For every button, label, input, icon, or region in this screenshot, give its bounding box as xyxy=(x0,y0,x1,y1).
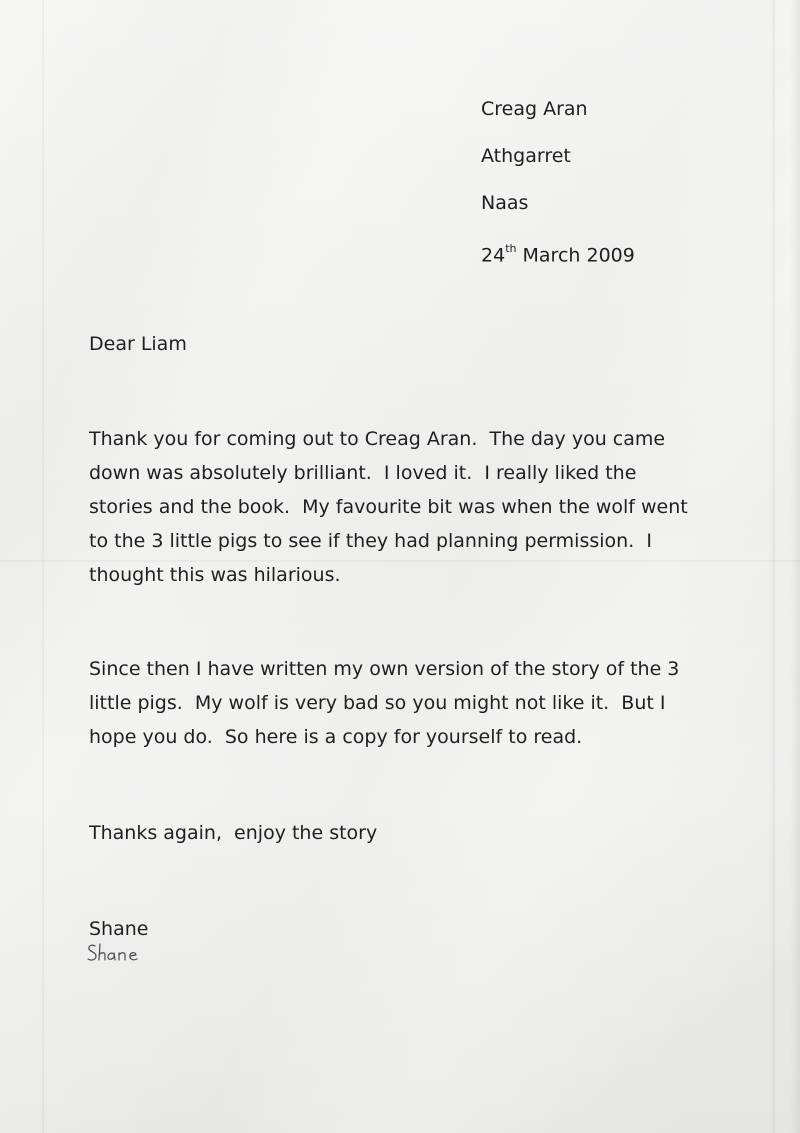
address-line-1: Creag Aran xyxy=(481,98,588,120)
signoff-name: Shane xyxy=(89,918,149,940)
date-suffix: th xyxy=(505,242,517,255)
paper-crease xyxy=(42,0,44,1133)
salutation: Dear Liam xyxy=(89,333,187,355)
date-day: 24 xyxy=(481,244,506,267)
date-month-year: March 2009 xyxy=(516,244,635,267)
sender-address xyxy=(481,86,635,279)
paragraph-line: to the 3 little pigs to see if they had planning permission. I xyxy=(89,530,652,552)
paragraph-line: stories and the book. My favourite bit was when the wolf went xyxy=(89,496,688,518)
paragraph-line: down was absolutely brilliant. I loved it. I really liked the xyxy=(89,462,637,484)
address-line-3: Naas xyxy=(481,192,529,214)
paragraph-line: hope you do. So here is a copy for yourself to read. xyxy=(89,726,583,748)
paragraph-line: Since then I have written my own version of the story of the 3 xyxy=(89,658,680,680)
paragraph-line: little pigs. My wolf is very bad so you might not like it. But I xyxy=(89,692,666,714)
body-paragraph-2 xyxy=(89,652,739,754)
body-paragraph-1 xyxy=(89,422,739,592)
handwritten-signature xyxy=(86,940,158,966)
closing-line: Thanks again, enjoy the story xyxy=(89,822,378,844)
letter-date xyxy=(481,227,635,279)
paper-crease xyxy=(772,0,775,1133)
paragraph-line: thought this was hilarious. xyxy=(89,564,341,586)
paragraph-line: Thank you for coming out to Creag Aran. The day you came xyxy=(89,428,666,450)
paper-edge-shadow xyxy=(790,0,800,1133)
address-line-2: Athgarret xyxy=(481,145,571,167)
